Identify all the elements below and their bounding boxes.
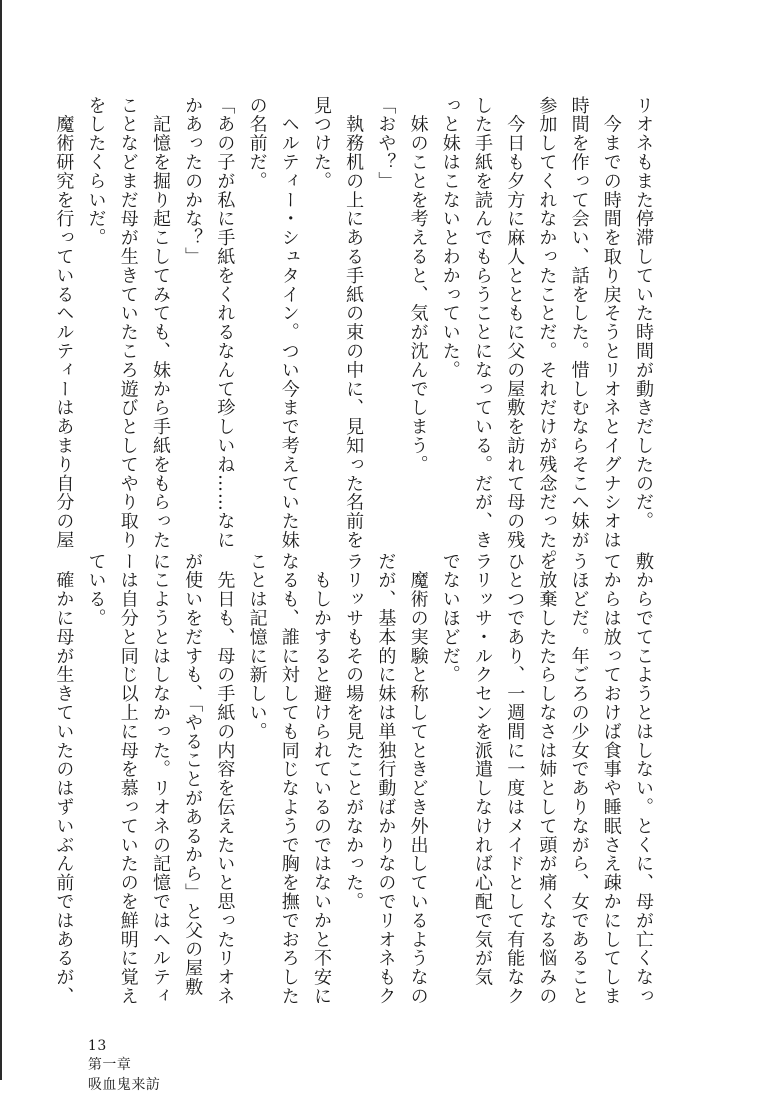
text-line: だが、基本的に妹は単独行動ばかりなのでリオネもク [375,552,397,1006]
text-line: てからは放っておけば食事や睡眠さえ疎かにしてしま [600,552,622,1006]
text-line: ことなどまだ母が生きていたころ遊びとしてやり取り [117,96,139,550]
page-number: 13 [87,1038,107,1054]
text-line: 参加してくれなかったことだ。それだけが残念だった。 [536,96,558,569]
text-line: かあったのかな？」 [182,96,204,267]
text-line: 時間を作って会い、話をした。惜しむならそこへ妹が [568,96,590,550]
text-line: の名前だ。 [246,96,268,191]
text-line: ことは記憶に新しい。 [246,552,268,741]
text-line: もしかすると避けられているのではないかと不安に [310,552,332,1006]
text-line: が使いをだすも、「やることがあるから」と父の屋敷 [182,552,204,997]
text-line: 確かに母が生きていたのはずいぶん前ではあるが、 [53,552,75,1006]
text-line: 今までの時間を取り戻そうとリオネとイグナシオは [600,96,622,550]
text-line: 妹のことを考えると、気が沈んでしまう。 [407,96,429,474]
text-line: 「おや？」 [375,96,397,191]
chapter-label: 第一章 [87,1057,132,1073]
chapter-title: 吸血鬼来訪 [87,1077,161,1093]
text-line: ラリッサ・ルクセンを派遣しなければ心配で気が気 [471,552,493,987]
text-line: ーは自分と同じ以上に母を慕っていたのを鮮明に覚え [117,552,139,1006]
text-line: にこようとはしなかった。リオネの記憶ではヘルティ [149,552,171,1006]
text-line: を放棄したたらしなさは姉として頭が痛くなる悩みの [536,552,558,1006]
text-line: ラリッサもその場を見たことがなかった。 [343,552,365,912]
text-line: 魔術の実験と称してときどき外出しているようなの [407,552,429,1006]
text-line: 執務机の上にある手紙の束の中に、見知った名前を [343,96,365,550]
text-block-lower [47,552,659,1006]
page-footer [78,1022,160,1094]
text-line: 今日も夕方に麻人とともに父の屋敷を訪れて母の残 [504,96,526,550]
text-line: うほどだ。年ごろの少女でありながら、女であること [568,552,590,1006]
text-line: 魔術研究を行っているヘルティーはあまり自分の屋 [53,96,75,550]
text-line: 記憶を掘り起こしてみても、妹から手紙をもらった [149,96,171,550]
text-line: をしたくらいだ。 [85,96,107,248]
text-line: 見つけた。 [310,96,332,191]
text-line: なるも、誰に対しても同じなようで胸を撫でおろした [278,552,300,1006]
text-line: でないほどだ。 [439,552,461,685]
text-line: 「あの子が私に手紙をくれるなんて珍しいね……なに [214,96,236,550]
text-line: 先日も、母の手紙の内容を伝えたいと思ったリオネ [214,552,236,1006]
text-line: 敷からでてこようとはしない。とくに、母が亡くなっ [633,552,654,1006]
text-line: ている。 [85,552,107,628]
text-line: リオネもまた停滞していた時間が動きだしたのだ。 [633,96,654,531]
text-line: ひとつであり、一週間に一度はメイドとして有能なク [504,552,526,1006]
text-block-upper [47,96,659,569]
page-edge [0,0,2,1080]
text-line: っと妹はこないとわかっていた。 [439,96,461,380]
text-line: ヘルティー・シュタイン。つい今まで考えていた妹 [278,96,300,550]
text-line: した手紙を読んでもらうことになっている。だが、き [471,96,493,550]
